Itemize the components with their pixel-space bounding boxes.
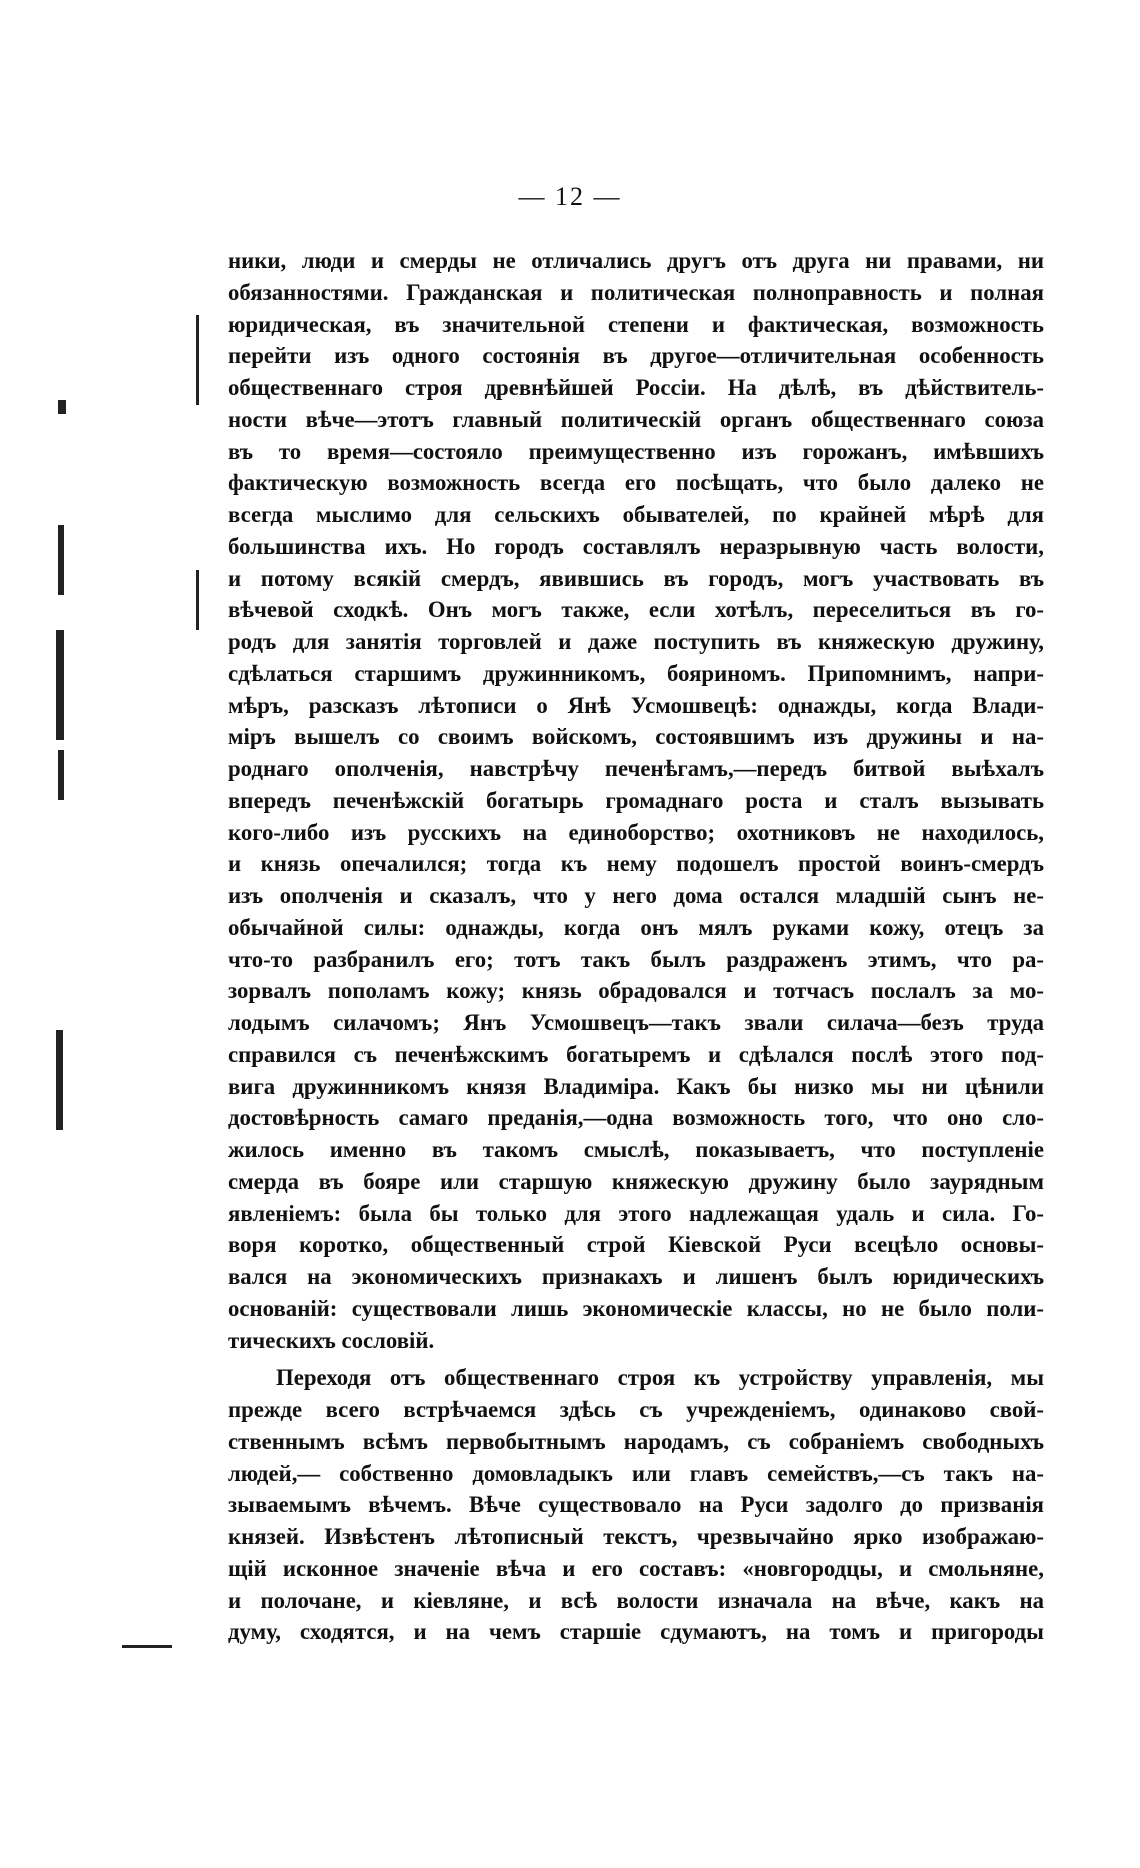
- text-line: лодымъ силачомъ; Янъ Усмошвецъ—такъ звали силача—безъ труда: [228, 1010, 1044, 1035]
- page-number: — 12 —: [518, 182, 622, 211]
- text-line: справился съ печенѣжскимъ богатыремъ и сдѣлался послѣ этого под-: [228, 1041, 1044, 1067]
- text-line: достовѣрность самаго преданія,—одна возможность того, что оно сло-: [228, 1105, 1044, 1131]
- text-line: основаній: существовали лишь экономическіе классы, но не было поли-: [228, 1295, 1044, 1321]
- text-line: зываемымъ вѣчемъ. Вѣче существовало на Руси задолго до призванія: [228, 1492, 1044, 1518]
- text-line: зорвалъ пополамъ кожу; князь обрадовался и тотчасъ послалъ за мо-: [228, 978, 1044, 1004]
- text-line: фактическую возможность всегда его посѣщать, что было далеко не: [228, 470, 1044, 496]
- text-line: перейти изъ одного состоянія въ другое—отличительная особенность: [228, 343, 1044, 369]
- margin-mark: [58, 525, 64, 595]
- margin-mark: [56, 630, 64, 740]
- text-line: въ то время—состояло преимущественно изъ горожанъ, имѣвшихъ: [228, 438, 1044, 464]
- text-line: Переходя отъ общественнаго строя къ устройству управленія, мы: [276, 1365, 1044, 1391]
- margin-mark: [58, 750, 64, 800]
- text-line: ники, люди и смерды не отличались другъ отъ друга ни правами, ни: [228, 248, 1044, 273]
- text-line: смерда въ бояре или старшую княжескую дружину было заурядным: [228, 1168, 1044, 1194]
- margin-mark: [196, 315, 199, 405]
- text-line: общественнаго строя древнѣйшей Россіи. На дѣлѣ, въ дѣйствитель-: [228, 375, 1044, 400]
- text-line: и полочане, и кіевляне, и всѣ волости изначала на вѣче, какъ на: [228, 1587, 1044, 1613]
- text-line: всегда мыслимо для сельскихъ обывателей, по крайней мѣрѣ для: [228, 502, 1044, 527]
- text-body: [228, 245, 1044, 1648]
- text-line: вѣчевой сходкѣ. Онъ могъ также, если хотѣлъ, переселиться въ го-: [228, 597, 1044, 623]
- margin-mark: [196, 570, 199, 630]
- text-line: князей. Извѣстенъ лѣтописный текстъ, чрезвычайно ярко изображаю-: [228, 1524, 1044, 1549]
- text-line: изъ ополченія и сказалъ, что у него дома остался младшій сынъ не-: [228, 883, 1044, 908]
- text-line: людей,— собственно домовладыкъ или главъ семействъ,—съ такъ на-: [228, 1460, 1044, 1486]
- text-line: что-то разбранилъ его; тотъ такъ былъ раздраженъ этимъ, что ра-: [228, 946, 1044, 972]
- text-line: ности вѣче—этотъ главный политическій органъ общественнаго союза: [228, 406, 1044, 432]
- text-line: міръ вышелъ со своимъ войскомъ, состоявшимъ изъ дружины и на-: [228, 724, 1044, 750]
- text-line: впередъ печенѣжскій богатырь громаднаго роста и сталъ вызывать: [228, 787, 1044, 813]
- text-line: вался на экономическихъ признакахъ и лишенъ былъ юридическихъ: [228, 1264, 1044, 1289]
- margin-mark: [56, 1030, 63, 1130]
- text-line: роднаго ополченія, навстрѣчу печенѣгамъ,—передъ битвой выѣхалъ: [228, 756, 1044, 781]
- text-line: тическихъ сословій.: [228, 1327, 435, 1353]
- text-line: и князь опечалился; тогда къ нему подошелъ простой воинъ-смердъ: [228, 851, 1044, 877]
- text-line: родъ для занятія торговлей и даже поступить въ княжескую дружину,: [228, 629, 1044, 654]
- text-line: вига дружинникомъ князя Владиміра. Какъ бы низко мы ни цѣнили: [228, 1073, 1044, 1099]
- margin-mark: [58, 400, 66, 414]
- text-line: мѣръ, разсказъ лѣтописи о Янѣ Усмошвецѣ: однажды, когда Влади-: [228, 692, 1044, 718]
- text-line: жилось именно въ такомъ смыслѣ, показываетъ, что поступленіе: [228, 1137, 1044, 1162]
- text-line: явленіемъ: была бы только для этого надлежащая удаль и сила. Го-: [228, 1200, 1044, 1226]
- text-line: щій исконное значеніе вѣча и его составъ: «новгородцы, и смольняне,: [228, 1555, 1044, 1581]
- text-line: думу, сходятся, и на чемъ старшіе сдумаютъ, на томъ и пригороды: [228, 1619, 1044, 1645]
- text-line: обязанностями. Гражданская и политическая полноправность и полная: [228, 279, 1044, 305]
- text-line: юридическая, въ значительной степени и фактическая, возможность: [228, 311, 1044, 337]
- text-line: большинства ихъ. Но городъ составлялъ неразрывную часть волости,: [228, 533, 1044, 559]
- text-line: кого-либо изъ русскихъ на единоборство; охотниковъ не находилось,: [228, 819, 1044, 845]
- text-line: воря коротко, общественный строй Кіевской Руси всецѣло основы-: [228, 1232, 1044, 1258]
- text-line: ственнымъ всѣмъ первобытнымъ народамъ, съ собраніемъ свободныхъ: [228, 1428, 1044, 1454]
- text-line: обычайной силы: однажды, когда онъ мялъ руками кожу, отецъ за: [228, 914, 1044, 940]
- margin-mark: [122, 1645, 172, 1648]
- text-line: сдѣлаться старшимъ дружинникомъ, бояриномъ. Припомнимъ, напри-: [228, 660, 1044, 686]
- text-line: прежде всего встрѣчаемся здѣсь съ учрежденіемъ, одинаково свой-: [228, 1397, 1044, 1422]
- text-line: и потому всякій смердъ, явившись въ городъ, могъ участвовать въ: [228, 565, 1044, 591]
